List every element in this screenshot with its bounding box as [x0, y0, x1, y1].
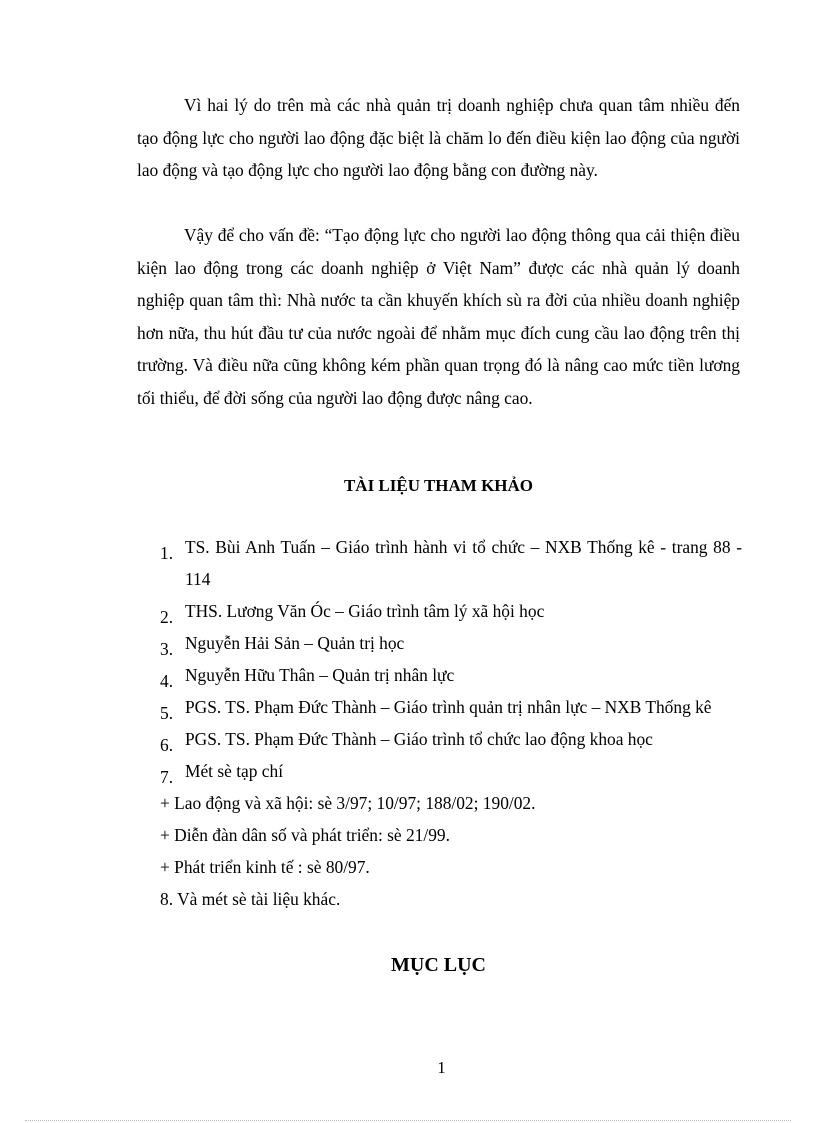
reference-item-1: [160, 531, 742, 595]
reference-text: THS. Lương Văn Óc – Giáo trình tâm lý xã hội học: [185, 601, 545, 621]
reference-number: 6.: [160, 735, 174, 755]
page-number: 1: [437, 1058, 446, 1077]
reference-item-4: [160, 659, 742, 691]
reference-item-5: [160, 691, 742, 723]
toc-heading: MỤC LỤC: [391, 954, 486, 976]
references-list: [160, 531, 742, 915]
references-heading: TÀI LIỆU THAM KHẢO: [343, 476, 534, 495]
reference-number: 2.: [160, 607, 174, 627]
reference-text: Mét sè tạp chí: [185, 761, 284, 781]
reference-subitem-1: + Lao động và xã hội: sè 3/97; 10/97; 188/02; 190/02.: [160, 793, 536, 813]
reference-text: PGS. TS. Phạm Đức Thành – Giáo trình quản trị nhân lực – NXB Thống kê: [185, 697, 712, 717]
reference-number: 1.: [160, 543, 174, 563]
reference-number: 7.: [160, 767, 174, 787]
reference-item-7: [160, 755, 742, 787]
reference-subitem-4: 8. Và mét sè tài liệu khác.: [160, 889, 341, 909]
reference-item-3: [160, 627, 742, 659]
paragraph-text: Vậy để cho vấn đề: “Tạo động lực cho người lao động thông qua cải thiện điều kiện lao động trong các doanh nghiệp ở Việt Nam” được các nhà quản lý doanh nghiệp quan tâm thì: Nhà nước ta cần khuyến khích sù ra đời của nhiều doanh nghiệp hơn nữa, thu hút đầu tư của nước ngoài để nhằm mục đích cung cầu lao động trên thị trường. Và điều nữa cũng không kém phần quan trọng đó là nâng cao mức tiền lương tối thiểu, để đời sống của người lao động được nâng cao.: [137, 225, 740, 408]
reference-text: PGS. TS. Phạm Đức Thành – Giáo trình tổ chức lao động khoa học: [185, 729, 653, 749]
paragraph-text: Vì hai lý do trên mà các nhà quản trị doanh nghiệp chưa quan tâm nhiều đến tạo động lực cho người lao động đặc biệt là chăm lo đến điều kiện lao động của người lao động và tạo động lực cho người lao động bằng con đường này.: [137, 95, 740, 180]
body-paragraph-1: [137, 89, 740, 187]
reference-subitem-3: + Phát triển kinh tế : sè 80/97.: [160, 857, 370, 877]
reference-number: 3.: [160, 639, 174, 659]
reference-text: Nguyễn Hải Sản – Quản trị học: [185, 633, 405, 653]
reference-number: 4.: [160, 671, 174, 691]
reference-item-2: [160, 595, 742, 627]
reference-text: TS. Bùi Anh Tuấn – Giáo trình hành vi tổ chức – NXB Thống kê - trang 88 - 114: [185, 537, 742, 589]
reference-text: Nguyễn Hữu Thân – Quản trị nhân lực: [185, 665, 455, 685]
reference-number: 5.: [160, 703, 174, 723]
page-divider: [25, 1120, 791, 1121]
reference-item-6: [160, 723, 742, 755]
body-paragraph-2: [137, 219, 740, 414]
reference-subitem-2: + Diễn đàn dân số và phát triển: sè 21/99.: [160, 825, 450, 845]
